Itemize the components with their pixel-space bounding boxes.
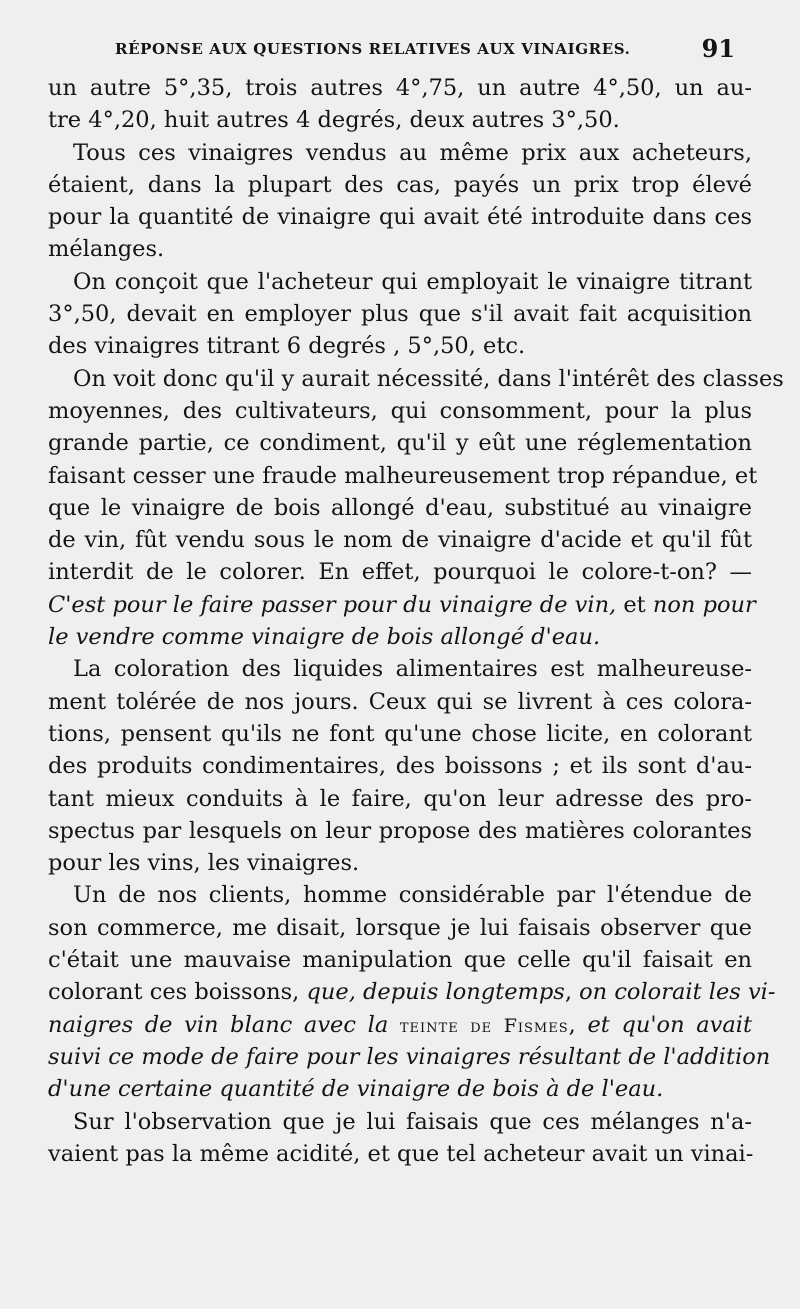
text-line (48, 266, 752, 298)
text-line (48, 556, 752, 588)
text-segment: moyennes, des cultivateurs, qui consomment, pour la plus (48, 397, 752, 424)
text-line (48, 879, 752, 911)
italic-text: le vendre comme vinaigre de bois allongé d'eau. (48, 624, 601, 651)
text-segment: des produits condimentaires, des boissons ; et ils sont d'au- (48, 753, 752, 780)
text-segment: faisant cesser une fraude malheureusement trop répandue, et (48, 462, 758, 489)
page-number: 91 (701, 34, 735, 63)
text-line (48, 1041, 771, 1073)
italic-text: naigres de vin blanc avec la (48, 1011, 400, 1038)
text-segment: , (568, 1011, 588, 1038)
italic-text: non pour (652, 591, 756, 618)
text-line (48, 330, 752, 362)
italic-text: et qu'on avait (587, 1011, 752, 1038)
text-segment: , (564, 979, 580, 1006)
italic-text: on colorait les vi- (579, 979, 776, 1006)
text-segment: On voit donc qu'il y aurait nécessité, dans l'intérêt des classes (73, 365, 784, 392)
italic-text: C'est pour le faire passer pour du vinaigre de vin, (48, 591, 617, 618)
italic-text: d'une certaine quantité de vinaigre de bois à de l'eau. (48, 1076, 664, 1103)
text-line (48, 847, 752, 879)
text-segment: 3°,50, devait en employer plus que s'il avait fait acquisition (48, 301, 752, 328)
text-segment: On conçoit que l'acheteur qui employait le vinaigre titrant (73, 268, 752, 295)
text-line (48, 944, 752, 976)
text-segment: mélanges. (48, 236, 165, 263)
text-segment: vaient pas la même acidité, et que tel acheteur avait un vinai- (48, 1140, 754, 1167)
text-segment: son commerce, me disait, lorsque je lui faisais observer que (48, 914, 752, 941)
text-line (48, 653, 752, 685)
text-line (48, 976, 776, 1008)
text-line (48, 686, 752, 718)
text-line (48, 589, 756, 621)
text-segment: étaient, dans la plupart des cas, payés un prix trop élevé (48, 171, 752, 198)
text-segment: pour les vins, les vinaigres. (48, 850, 360, 877)
text-line (48, 395, 752, 427)
text-segment: ment tolérée de nos jours. Ceux qui se livrent à ces colora- (48, 688, 752, 715)
text-segment: Un de nos clients, homme considérable par l'étendue de (73, 882, 752, 909)
text-line (48, 201, 752, 233)
text-line (48, 492, 752, 524)
text-line (48, 750, 752, 782)
text-segment: des vinaigres titrant 6 degrés , 5°,50, etc. (48, 333, 526, 360)
text-line (48, 427, 752, 459)
text-segment: un autre 5°,35, trois autres 4°,75, un autre 4°,50, un au- (48, 75, 752, 101)
text-segment: pour la quantité de vinaigre qui avait été introduite dans ces (48, 204, 752, 231)
running-head: RÉPONSE AUX QUESTIONS RELATIVES AUX VINAIGRES. (115, 40, 631, 58)
text-segment: colorant ces boissons, (48, 979, 307, 1006)
body-text (48, 72, 784, 1170)
text-line (48, 1073, 752, 1105)
text-line (48, 815, 752, 847)
text-segment: Tous ces vinaigres vendus au même prix aux acheteurs, (73, 139, 752, 166)
text-segment: spectus par lesquels on leur propose des matières colorantes (48, 817, 752, 844)
small-caps-text: teinte de Fismes (399, 1014, 569, 1037)
text-line (48, 363, 784, 395)
text-line (48, 1106, 752, 1138)
text-line (48, 233, 752, 265)
italic-text: que, depuis longtemps (306, 979, 565, 1006)
text-segment: c'était une mauvaise manipulation que celle qu'il faisait en (48, 947, 752, 974)
text-line (48, 298, 752, 330)
text-segment: tre 4°,20, huit autres 4 degrés, deux autres 3°,50. (48, 107, 620, 134)
text-line (48, 621, 752, 653)
text-segment: tant mieux conduits à le faire, qu'on leur adresse des pro- (48, 785, 752, 812)
italic-text: suivi ce mode de faire pour les vinaigres résultant de l'addition (48, 1043, 771, 1070)
text-segment: de vin, fût vendu sous le nom de vinaigre d'acide et qu'il fût (48, 527, 752, 554)
text-line (48, 137, 752, 169)
text-segment: Sur l'observation que je lui faisais que ces mélanges n'a- (73, 1108, 752, 1135)
page-header (115, 36, 735, 66)
text-line (48, 783, 752, 815)
text-line (48, 718, 752, 750)
text-segment: interdit de le colorer. En effet, pourquoi le colore-t-on? — (48, 559, 752, 586)
text-segment: et (616, 591, 653, 618)
text-line (48, 524, 752, 556)
text-line (48, 460, 758, 492)
text-segment: La coloration des liquides alimentaires est malheureuse- (73, 656, 752, 683)
text-segment: grande partie, ce condiment, qu'il y eût une réglementation (48, 430, 752, 457)
text-line (48, 169, 752, 201)
text-line (48, 912, 752, 944)
text-line (48, 1138, 752, 1170)
text-line (48, 1009, 752, 1041)
text-segment: tions, pensent qu'ils ne font qu'une chose licite, en colorant (48, 720, 752, 747)
text-segment: que le vinaigre de bois allongé d'eau, substitué au vinaigre (48, 494, 752, 521)
text-line (48, 72, 752, 104)
text-line (48, 104, 752, 136)
